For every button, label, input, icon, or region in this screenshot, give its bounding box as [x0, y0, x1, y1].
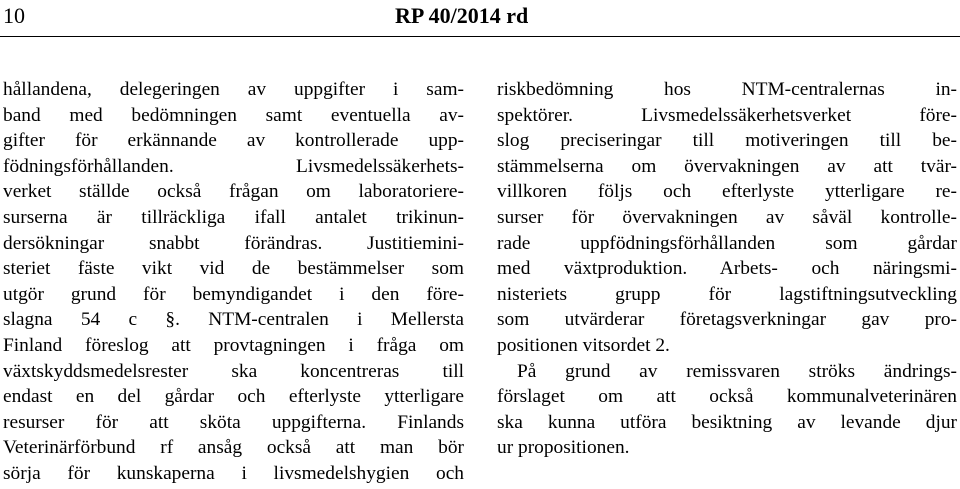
text-line: utgör grund för bemyndigandet i den före-: [3, 283, 464, 305]
page-header: [0, 0, 960, 34]
text-line: slagna 54 c §. NTM-centralen i Mellersta: [3, 309, 464, 331]
right-text-column: [497, 77, 957, 461]
text-line: som utvärderar företagsverkningar gav pro-: [497, 309, 957, 331]
text-line: verket ställde också frågan om laboratoriere-: [3, 181, 464, 203]
text-line: steriet fäste vikt vid de bestämmelser som: [3, 258, 464, 280]
text-line: med växtproduktion. Arbets- och näringsmi-: [497, 258, 957, 280]
text-line: hållandena, delegeringen av uppgifter i sam-: [3, 79, 464, 100]
page-number: 10: [3, 3, 25, 28]
left-text-column: [3, 77, 464, 487]
text-line: endast en del gårdar och efterlyste ytterligare: [3, 386, 464, 408]
text-line: stämmelserna om övervakningen av att tvär-: [497, 155, 957, 177]
text-line: sörja för kunskaperna i livsmedelshygien och: [3, 462, 464, 484]
text-line: surserna är tillräckliga ifall antalet trikinun-: [3, 206, 464, 228]
header-rule: [0, 36, 960, 37]
document-id: RP 40/2014 rd: [395, 3, 529, 28]
text-line: Finland föreslog att provtagningen i fråga om: [3, 334, 464, 356]
text-line: spektörer. Livsmedelssäkerhetsverket före-: [497, 104, 957, 126]
text-line: band med bedömningen samt eventuella av-: [3, 104, 464, 126]
text-line: villkoren följs och efterlyste ytterligare re-: [497, 181, 957, 203]
text-line: resurser för att sköta uppgifterna. Finlands: [3, 411, 464, 433]
text-line: På grund av remissvaren ströks ändrings-: [517, 360, 957, 382]
text-line: gifter för erkännande av kontrollerade upp-: [3, 130, 464, 152]
text-line: växtskyddsmedelsrester ska koncentreras till: [3, 360, 464, 382]
text-line: slog preciseringar till motiveringen till be-: [497, 130, 957, 152]
text-line: rade uppfödningsförhållanden som gårdar: [497, 232, 957, 254]
text-line: dersökningar snabbt förändras. Justitiemini-: [3, 232, 464, 254]
text-line: förslaget om att också kommunalveterinären: [497, 386, 957, 408]
text-line: surser för övervakningen av såväl kontrolle-: [497, 206, 957, 228]
text-line: ur propositionen.: [497, 437, 630, 459]
text-line: nisteriets grupp för lagstiftningsutveckling: [497, 283, 957, 305]
text-line: positionen vitsordet 2.: [497, 334, 670, 356]
text-line: ska kunna utföra besiktning av levande djur: [497, 411, 957, 433]
text-line: födningsförhållanden. Livsmedelssäkerhets-: [3, 155, 464, 177]
text-line: riskbedömning hos NTM-centralernas in-: [497, 79, 957, 100]
text-line: Veterinärförbund rf ansåg också att man bör: [3, 437, 464, 459]
